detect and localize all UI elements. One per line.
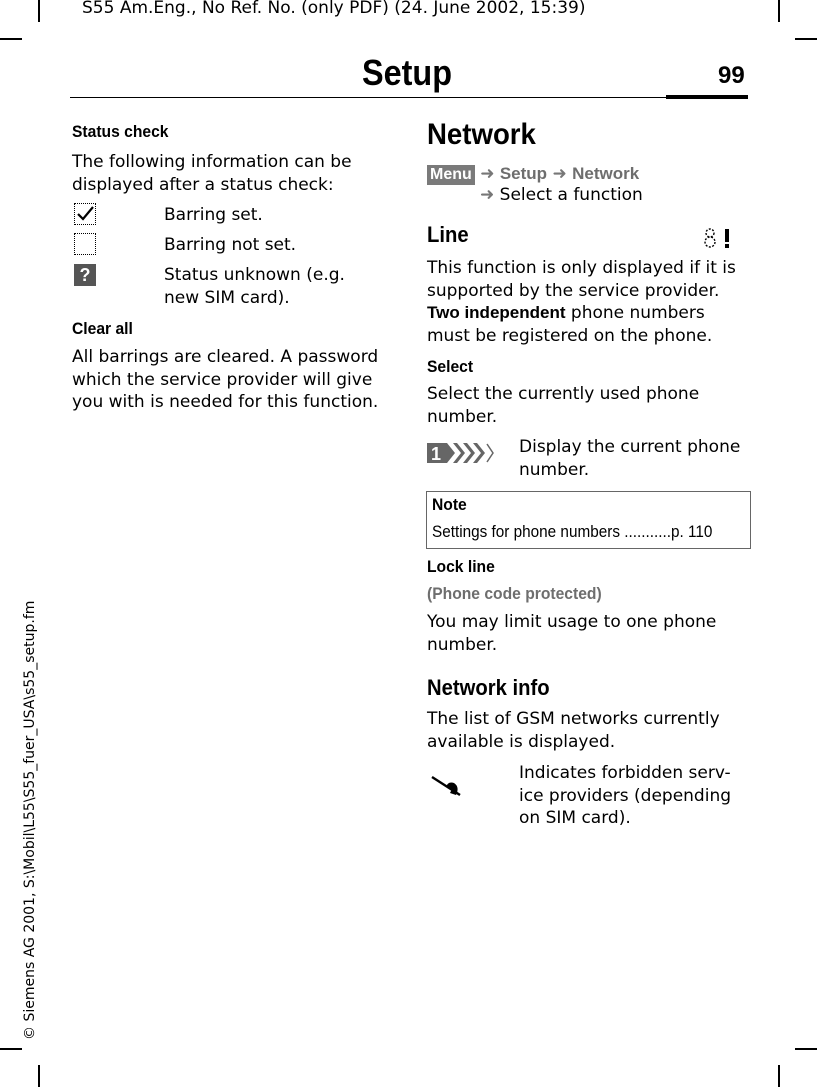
network-heading: Network xyxy=(427,118,536,151)
path-network: Network xyxy=(572,164,640,183)
crop-mark xyxy=(795,38,817,40)
crop-mark xyxy=(0,1048,22,1050)
lock-line-subheading: (Phone code protected) xyxy=(427,584,602,603)
line-description xyxy=(427,257,742,347)
status-item-text: Barring not set. xyxy=(164,235,297,255)
copyright-sidebar: © Siemens AG 2001, S:\Mobil\L55\S55_fuer_USA\s55_setup.fm xyxy=(22,600,38,1040)
line-text-part2: phone numbers must be registered on the phone. xyxy=(427,303,713,346)
note-box xyxy=(426,491,751,549)
barring-not-set-icon xyxy=(74,233,96,255)
menu-key: Menu xyxy=(427,165,475,185)
crop-mark xyxy=(778,0,780,22)
crop-mark xyxy=(0,38,22,40)
forbidden-provider-icon xyxy=(430,773,464,799)
line-text-bold: Two independent xyxy=(427,303,566,322)
line-1-indicator-icon xyxy=(427,441,497,465)
path-setup: Setup xyxy=(499,164,548,183)
network-info-text: The list of GSM networks currently available is displayed. xyxy=(427,709,720,752)
header-rule xyxy=(70,97,748,98)
path-select-function: Select a function xyxy=(499,185,643,205)
lock-line-text: You may limit usage to one phone number. xyxy=(427,612,717,655)
status-check-intro: The following information can be displayed after a status check: xyxy=(72,152,352,195)
crop-mark xyxy=(795,1048,817,1050)
page-title: Setup xyxy=(362,52,453,93)
provider-dependent-icon xyxy=(702,227,734,249)
barring-set-icon xyxy=(74,203,96,225)
crop-mark xyxy=(38,0,40,22)
arrow-icon: ➜ xyxy=(552,164,567,184)
doc-info-line: S55 Am.Eng., No Ref. No. (only PDF) (24. June 2002, 15:39) xyxy=(82,0,586,18)
note-text: Settings for phone numbers ...........p. 110 xyxy=(432,522,713,541)
line-text-part1: This function is only displayed if it is supported by the service provider. xyxy=(427,258,736,301)
display-text: Display the current phone number. xyxy=(519,437,741,480)
status-unknown-icon: ? xyxy=(74,264,96,286)
crop-mark xyxy=(38,1065,40,1087)
lock-line-heading: Lock line xyxy=(427,557,495,576)
path-function xyxy=(480,184,643,207)
note-title: Note xyxy=(432,495,467,514)
arrow-icon: ➜ xyxy=(480,185,495,205)
status-item-text: Status unknown (e.g. new SIM card). xyxy=(164,265,345,308)
select-text: Select the currently used phone number. xyxy=(427,384,700,427)
svg-text:1: 1 xyxy=(431,444,442,464)
status-item-text: Barring set. xyxy=(164,205,263,225)
network-info-heading: Network info xyxy=(427,675,550,700)
clear-all-text: All barrings are cleared. A password which the service provider will give you with is needed for this function. xyxy=(72,347,379,412)
menu-path xyxy=(427,163,747,186)
arrow-icon: ➜ xyxy=(480,164,495,184)
line-heading: Line xyxy=(427,222,469,247)
page-number: 99 xyxy=(718,62,745,89)
page-number-rule xyxy=(666,95,748,99)
clear-all-heading: Clear all xyxy=(72,319,133,338)
select-heading: Select xyxy=(427,357,474,376)
forbidden-provider-text: Indicates forbidden serv-ice providers (depending on SIM card). xyxy=(519,763,732,828)
crop-mark xyxy=(778,1065,780,1087)
status-check-heading: Status check xyxy=(72,122,169,141)
